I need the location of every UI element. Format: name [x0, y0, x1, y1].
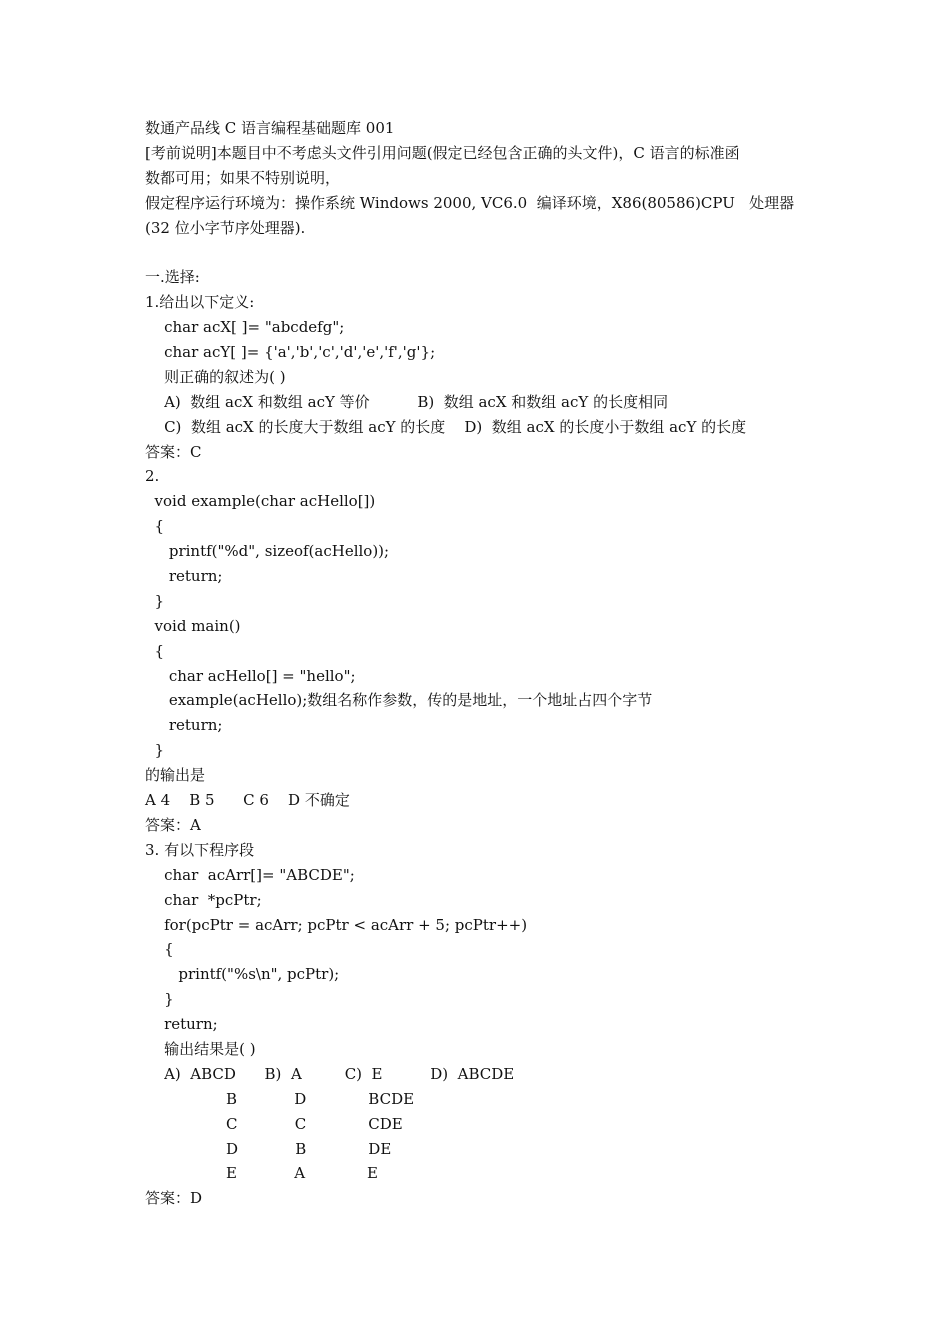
document-title: 数通产品线 C 语言编程基础题库 001	[145, 119, 395, 137]
preface	[145, 141, 825, 241]
question-3-line: 3. 有以下程序段	[145, 840, 255, 859]
question-2-line: A 4 B 5 C 6 D 不确定	[145, 791, 350, 810]
question-2-line: }	[145, 591, 165, 610]
question-1-line: C) 数组 acX 的长度大于数组 acY 的长度 D) 数组 acX 的长度小于数组 acY 的长度	[145, 417, 747, 436]
question-1-line: 则正确的叙述为( )	[145, 367, 286, 386]
question-2-line: return;	[145, 716, 223, 735]
question-1	[145, 290, 825, 464]
question-1-line: A) 数组 acX 和数组 acY 等价 B) 数组 acX 和数组 acY 的长度相同	[145, 392, 669, 411]
question-1-line: char acY[ ]= {'a','b','c','d','e','f','g'};	[145, 343, 436, 362]
question-3-line: printf("%s\n", pcPtr);	[145, 965, 340, 984]
preface-line: 假定程序运行环境为：操作系统 Windows 2000, VC6.0 编译环境，X86(80586)CPU 处理器	[145, 193, 795, 212]
question-3	[145, 838, 825, 1211]
question-3-line: E A E	[145, 1164, 378, 1183]
question-2-line: 的输出是	[145, 766, 206, 785]
question-3-line: B D BCDE	[145, 1089, 415, 1108]
question-3-line: C C CDE	[145, 1114, 403, 1133]
question-2-line: {	[145, 641, 165, 660]
question-3-line: 输出结果是( )	[145, 1039, 256, 1058]
question-2-line: }	[145, 741, 165, 760]
question-3-line: for(pcPtr = acArr; pcPtr < acArr + 5; pcPtr++)	[145, 915, 528, 934]
question-2-line: example(acHello);数组名称作参数，传的是地址，一个地址占四个字节	[145, 691, 653, 710]
question-1-line: 1.给出以下定义:	[145, 293, 255, 312]
preface-line: 数都可用；如果不特别说明，	[145, 168, 341, 187]
question-1-answer: 答案：C	[145, 442, 202, 461]
spacer	[145, 240, 825, 265]
document-page	[145, 116, 825, 1211]
section-title: 一.选择:	[145, 268, 200, 287]
question-3-line: {	[145, 940, 174, 959]
question-2-line: printf("%d", sizeof(acHello));	[145, 542, 390, 561]
question-3-line: return;	[145, 1015, 218, 1034]
question-3-line: char *pcPtr;	[145, 890, 262, 909]
question-1-line: char acX[ ]= "abcdefg";	[145, 318, 345, 337]
question-2-line: {	[145, 517, 165, 536]
question-2-line: char acHello[] = "hello";	[145, 666, 356, 685]
question-2-line: void main()	[145, 616, 241, 635]
preface-line: [考前说明]本题目中不考虑头文件引用问题(假定已经包含正确的头文件)，C 语言的标准函	[145, 143, 740, 162]
question-2-line: return;	[145, 567, 223, 586]
question-3-answer: 答案：D	[145, 1189, 203, 1208]
question-2-answer: 答案：A	[145, 815, 201, 834]
question-3-line: A) ABCD B) A C) E D) ABCDE	[145, 1064, 515, 1083]
question-3-line: D B DE	[145, 1139, 392, 1158]
question-2-line: 2.	[145, 467, 160, 486]
question-2	[145, 464, 825, 837]
question-3-line: char acArr[]= "ABCDE";	[145, 865, 355, 884]
question-3-line: }	[145, 990, 174, 1009]
preface-line: (32 位小字节序处理器).	[145, 218, 306, 237]
question-2-line: void example(char acHello[])	[145, 492, 376, 511]
